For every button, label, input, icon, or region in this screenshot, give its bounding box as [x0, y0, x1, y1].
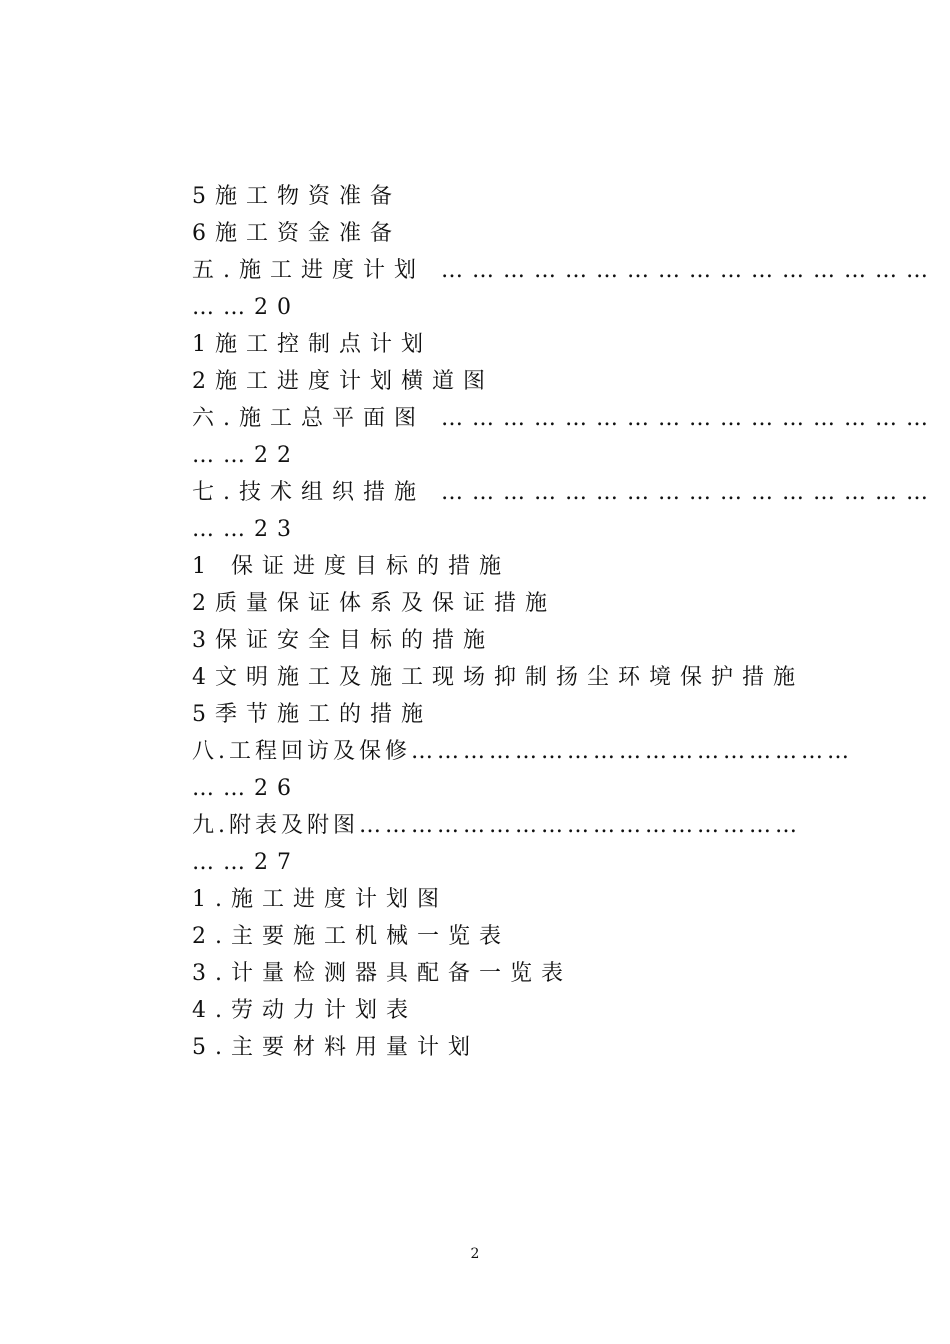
toc-page-ref-schedule: ……20	[192, 295, 300, 320]
toc-heading-follow-up: 八.工程回访及保修……………………………………………	[192, 739, 853, 764]
toc-line-progress-measures: 1 保证进度目标的措施	[192, 554, 510, 579]
toc-line-material-prep: 5施工物资准备	[192, 184, 401, 209]
toc-line-seasonal-construction: 5季节施工的措施	[192, 702, 432, 727]
toc-page-ref-follow-up: ……26	[192, 776, 300, 801]
toc-line-safety-measures: 3保证安全目标的措施	[192, 628, 494, 653]
toc-page-ref-site-plan: ……22	[192, 443, 300, 468]
toc-line-control-points: 1施工控制点计划	[192, 332, 432, 357]
toc-line-gantt: 2施工进度计划横道图	[192, 369, 494, 394]
toc-line-material-plan: 5.主要材料用量计划	[192, 1035, 479, 1060]
toc-line-civil-construction: 4文明施工及施工现场抑制扬尘环境保护措施	[192, 665, 804, 690]
toc-heading-appendix: 九.附表及附图……………………………………………	[192, 813, 801, 838]
toc-heading-schedule: 五.施工进度计划 …………………………………………	[192, 258, 937, 283]
page-number: 2	[470, 1246, 480, 1262]
toc-line-machinery-list: 2.主要施工机械一览表	[192, 924, 510, 949]
toc-page-ref-appendix: ……27	[192, 850, 300, 875]
toc-line-measuring-instruments: 3.计量检测器具配备一览表	[192, 961, 572, 986]
toc-heading-technical-measures: 七.技术组织措施 …………………………………………	[192, 480, 937, 505]
table-of-contents	[192, 178, 937, 1066]
toc-line-schedule-chart: 1.施工进度计划图	[192, 887, 448, 912]
toc-line-funding-prep: 6施工资金准备	[192, 221, 401, 246]
toc-page-ref-technical-measures: ……23	[192, 517, 300, 542]
toc-line-labor-plan: 4.劳动力计划表	[192, 998, 417, 1023]
toc-heading-site-plan: 六.施工总平面图 …………………………………………	[192, 406, 937, 431]
toc-line-quality-system: 2质量保证体系及保证措施	[192, 591, 556, 616]
